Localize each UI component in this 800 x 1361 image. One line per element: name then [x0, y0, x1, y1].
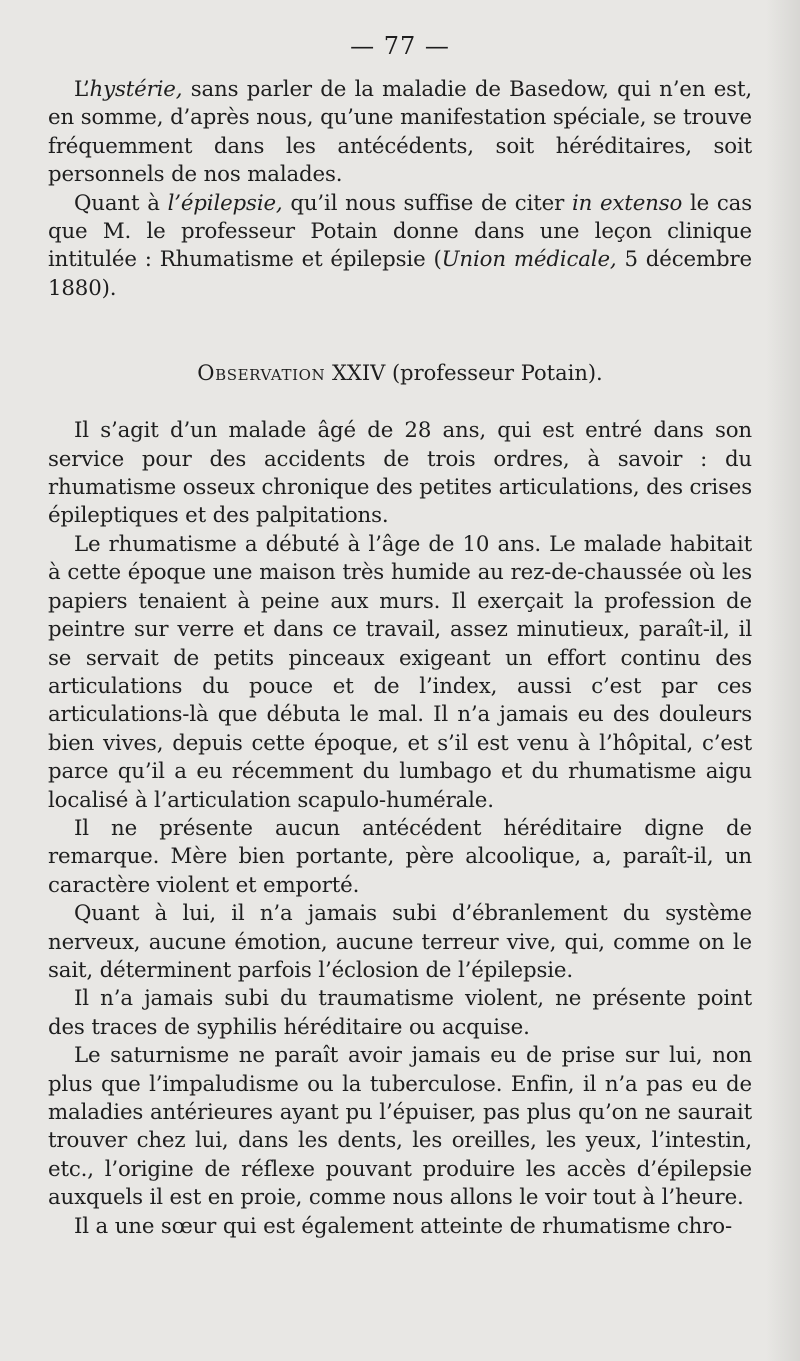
body-paragraph: Il ne présente aucun antécédent héréditaire digne de remarque. Mère bien portante, père alcoolique, a, paraît-il, un caractère violent et emporté.: [48, 815, 752, 898]
intro-text: 5 décembre 1880).: [48, 247, 752, 301]
body-paragraph: Quant à lui, il n’a jamais subi d’ébranlement du système nerveux, aucune émotion, aucune terreur vive, qui, comme on le sait, déterminent parfois l’éclosion de l’épilepsie.: [48, 901, 752, 983]
intro-text: sans parler de la maladie de Basedow, qui n’en est, en somme, d’après nous, qu’une manifestation spéciale, se trouve fréquemment dans les antécédents, soit héréditaires, soit personnels de nos malades.: [48, 77, 752, 188]
intro-text: qu’il nous suffise de citer: [282, 190, 572, 216]
body-paragraph: Le saturnisme ne paraît avoir jamais eu de prise sur lui, non plus que l’impaludisme ou la tuberculose. Enfin, il n’a pas eu de maladies antérieures ayant pu l’épuiser, pas plus qu’on ne saurait trouver chez lui, dans les dents, les oreilles, les yeux, l’intestin, etc., l’origine de réflexe pouvant produire les accès d’épilepsie auxquels il est en proie, comme nous allons le voir tout à l’heure.: [48, 1043, 752, 1211]
page-number: — 77 —: [350, 32, 450, 60]
observation-heading-rest: XXIV (professeur Potain).: [325, 361, 603, 386]
term-hysteria: hystérie,: [89, 77, 183, 102]
observation-heading: [48, 359, 752, 387]
term-epilepsy: l’épilepsie,: [167, 190, 283, 216]
intro-paragraph-epilepsy: [48, 190, 752, 304]
observation-heading-label: Observation: [197, 361, 326, 386]
body-paragraph: Le rhumatisme a débuté à l’âge de 10 ans. Le malade habitait à cette époque une maison très humide au rez-de-chaussée où les papiers tenaient à peine aux murs. Il exerçait la profession de peintre sur verre et dans ce travail, assez minutieux, paraît-il, il se servait de petits pinceaux exigeant un effort continu des articulations du pouce et de l’index, aussi c’est par ces articulations-là que débuta le mal. Il n’a jamais eu des douleurs bien vives, depuis cette époque, et s’il est venu à l’hôpital, c’est parce qu’il a eu récemment du lumbago et du rhumatisme aigu localisé à l’articulation scapulo-humérale.: [48, 531, 752, 813]
body-paragraph: Il a une sœur qui est également atteinte de rhumatisme chro-: [74, 1213, 732, 1239]
body-paragraph: Il s’agit d’un malade âgé de 28 ans, qui est entré dans son service pour des accidents de trois ordres, à savoir : du rhumatisme osseux chronique des petites articulations, des crises épileptiques et des palpitations.: [48, 418, 752, 529]
journal-title: Union médicale,: [441, 247, 617, 273]
body-paragraph: Il n’a jamais subi du traumatisme violent, ne présente point des traces de syphilis héréditaire ou acquise.: [48, 986, 752, 1040]
page-edge-shading: [766, 0, 800, 1361]
term-in-extenso: in extenso: [571, 190, 683, 216]
intro-lead: Quant à: [74, 190, 168, 216]
intro-text: le cas que M. le professeur Potain donne dans une leçon clinique intitulée : Rhumatisme et épilepsie (: [48, 190, 752, 273]
intro-paragraph-hysteria: [48, 76, 752, 190]
intro-lead: L’: [74, 77, 90, 102]
